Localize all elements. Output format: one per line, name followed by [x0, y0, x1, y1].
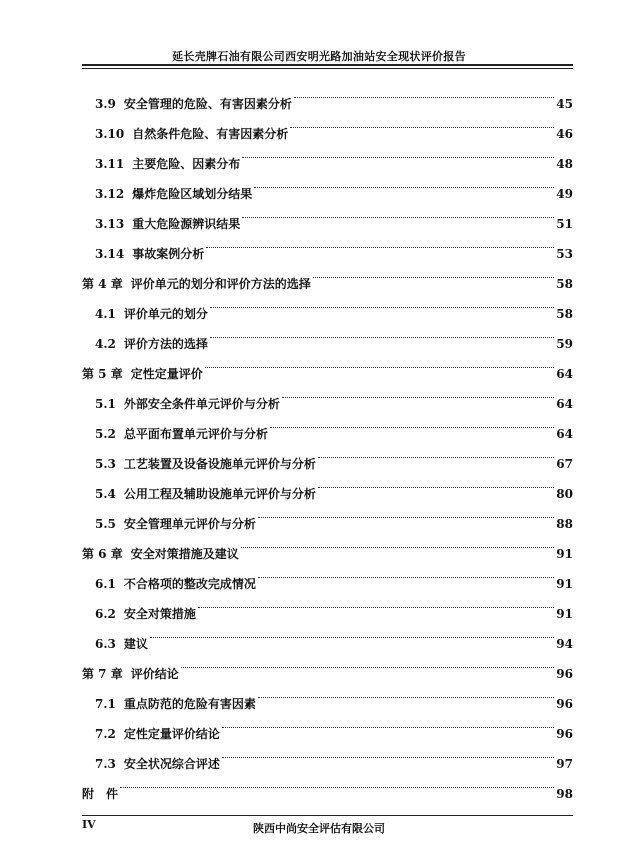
toc-chapter-entry[interactable] — [82, 648, 573, 681]
toc-leader-dots — [318, 468, 554, 498]
toc-entry-page: 64 — [556, 397, 573, 411]
toc-entry-page: 48 — [556, 157, 573, 171]
toc-leader-dots — [290, 108, 554, 138]
toc-entry-title: 评价单元的划分和评价方法的选择 — [130, 277, 311, 291]
toc-entry-page: 58 — [556, 307, 573, 321]
toc-entry-title: 安全对策措施及建议 — [130, 547, 239, 561]
footer-rule — [82, 815, 573, 816]
toc-section-entry[interactable] — [82, 78, 573, 111]
toc-entry-page: 64 — [556, 367, 573, 381]
toc-entry-title: 评价方法的选择 — [123, 337, 208, 351]
toc-entry-number: 3.12 — [95, 187, 125, 201]
toc-leader-dots — [294, 78, 554, 108]
toc-leader-dots — [242, 198, 554, 228]
toc-leader-dots — [270, 408, 554, 438]
toc-entry-number: 3.9 — [95, 97, 116, 111]
toc-entry-number: 第 6 章 — [82, 547, 123, 561]
toc-entry-page: 51 — [556, 217, 573, 231]
toc-entry-number: 第 4 章 — [82, 277, 123, 291]
toc-entry-title: 爆炸危险区域划分结果 — [132, 187, 253, 201]
toc-entry-number: 5.1 — [95, 397, 116, 411]
toc-entry-title: 主要危险、因素分布 — [132, 157, 241, 171]
toc-entry-number: 4.1 — [95, 307, 116, 321]
toc-leader-dots — [210, 318, 554, 348]
toc-entry-title: 重大危险源辨识结果 — [132, 217, 241, 231]
toc-entry-page: 45 — [556, 97, 573, 111]
toc-entry-page: 88 — [556, 517, 573, 531]
toc-entry-number: 附 件 — [82, 787, 119, 801]
toc-entry-title: 评价单元的划分 — [123, 307, 208, 321]
footer-page-number: IV — [82, 818, 96, 831]
toc-entry-page: 64 — [556, 427, 573, 441]
toc-leader-dots — [181, 648, 555, 678]
toc-entry-page: 53 — [556, 247, 573, 261]
toc-leader-dots — [206, 228, 554, 258]
toc-entry-page: 67 — [556, 457, 573, 471]
toc-entry-number: 4.2 — [95, 337, 116, 351]
toc-entry-page: 91 — [556, 577, 573, 591]
toc-entry-number: 5.3 — [95, 457, 116, 471]
toc-entry-title: 不合格项的整改完成情况 — [123, 577, 256, 591]
toc-entry-number: 5.4 — [95, 487, 116, 501]
toc-entry-page: 91 — [556, 607, 573, 621]
toc-entry-page: 46 — [556, 127, 573, 141]
toc-entry-page: 96 — [556, 697, 573, 711]
table-of-contents — [82, 78, 573, 801]
toc-entry-number: 5.5 — [95, 517, 116, 531]
toc-leader-dots — [313, 258, 555, 288]
toc-entry-number: 3.13 — [95, 217, 125, 231]
toc-leader-dots — [198, 588, 554, 618]
toc-leader-dots — [318, 438, 554, 468]
toc-entry-number: 第 7 章 — [82, 667, 123, 681]
toc-entry-title: 工艺装置及设备设施单元评价与分析 — [123, 457, 316, 471]
toc-entry-title: 定性定量评价 — [130, 367, 203, 381]
toc-leader-dots — [258, 498, 554, 528]
toc-chapter-entry[interactable] — [82, 768, 573, 801]
toc-leader-dots — [150, 618, 554, 648]
toc-entry-page: 94 — [556, 637, 573, 651]
toc-leader-dots — [254, 168, 554, 198]
toc-entry-title: 公用工程及辅助设施单元评价与分析 — [123, 487, 316, 501]
toc-entry-title: 安全对策措施 — [123, 607, 196, 621]
toc-leader-dots — [210, 288, 554, 318]
toc-entry-page: 98 — [556, 787, 573, 801]
toc-leader-dots — [205, 348, 555, 378]
toc-entry-page: 80 — [556, 487, 573, 501]
footer-company: 陕西中尚安全评估有限公司 — [253, 822, 385, 835]
header-rule-thin — [82, 68, 573, 69]
toc-entry-title: 外部安全条件单元评价与分析 — [123, 397, 280, 411]
toc-leader-dots — [120, 768, 554, 798]
toc-entry-number: 第 5 章 — [82, 367, 123, 381]
toc-entry-number: 7.2 — [95, 727, 116, 741]
toc-entry-title: 总平面布置单元评价与分析 — [123, 427, 268, 441]
toc-entry-number: 6.2 — [95, 607, 116, 621]
toc-entry-page: 58 — [556, 277, 573, 291]
toc-leader-dots — [241, 528, 555, 558]
toc-entry-number: 7.1 — [95, 697, 116, 711]
toc-entry-title: 评价结论 — [130, 667, 179, 681]
toc-entry-title: 自然条件危险、有害因素分析 — [132, 127, 289, 141]
toc-entry-title: 定性定量评价结论 — [123, 727, 220, 741]
toc-entry-page: 91 — [556, 547, 573, 561]
toc-leader-dots — [258, 558, 554, 588]
toc-leader-dots — [242, 138, 554, 168]
toc-entry-number: 3.11 — [95, 157, 125, 171]
toc-entry-title: 事故案例分析 — [132, 247, 205, 261]
toc-entry-number: 6.1 — [95, 577, 116, 591]
toc-leader-dots — [258, 678, 554, 708]
toc-leader-dots — [222, 738, 554, 768]
toc-entry-number: 3.14 — [95, 247, 125, 261]
toc-entry-page: 96 — [556, 727, 573, 741]
toc-section-entry[interactable] — [82, 618, 573, 651]
toc-entry-number: 7.3 — [95, 757, 116, 771]
toc-entry-title: 安全状况综合评述 — [123, 757, 220, 771]
toc-leader-dots — [222, 708, 554, 738]
toc-entry-page: 96 — [556, 667, 573, 681]
toc-entry-page: 49 — [556, 187, 573, 201]
toc-entry-page: 97 — [556, 757, 573, 771]
toc-entry-title: 重点防范的危险有害因素 — [123, 697, 256, 711]
toc-entry-number: 6.3 — [95, 637, 116, 651]
running-header: 延长壳牌石油有限公司西安明光路加油站安全现状评价报告 — [172, 50, 466, 63]
toc-entry-title: 建议 — [123, 637, 148, 651]
toc-entry-number: 5.2 — [95, 427, 116, 441]
toc-leader-dots — [282, 378, 554, 408]
toc-entry-title: 安全管理的危险、有害因素分析 — [123, 97, 292, 111]
toc-entry-title: 安全管理单元评价与分析 — [123, 517, 256, 531]
toc-entry-number: 3.10 — [95, 127, 125, 141]
header-rule-thick — [82, 64, 573, 66]
toc-entry-page: 59 — [556, 337, 573, 351]
